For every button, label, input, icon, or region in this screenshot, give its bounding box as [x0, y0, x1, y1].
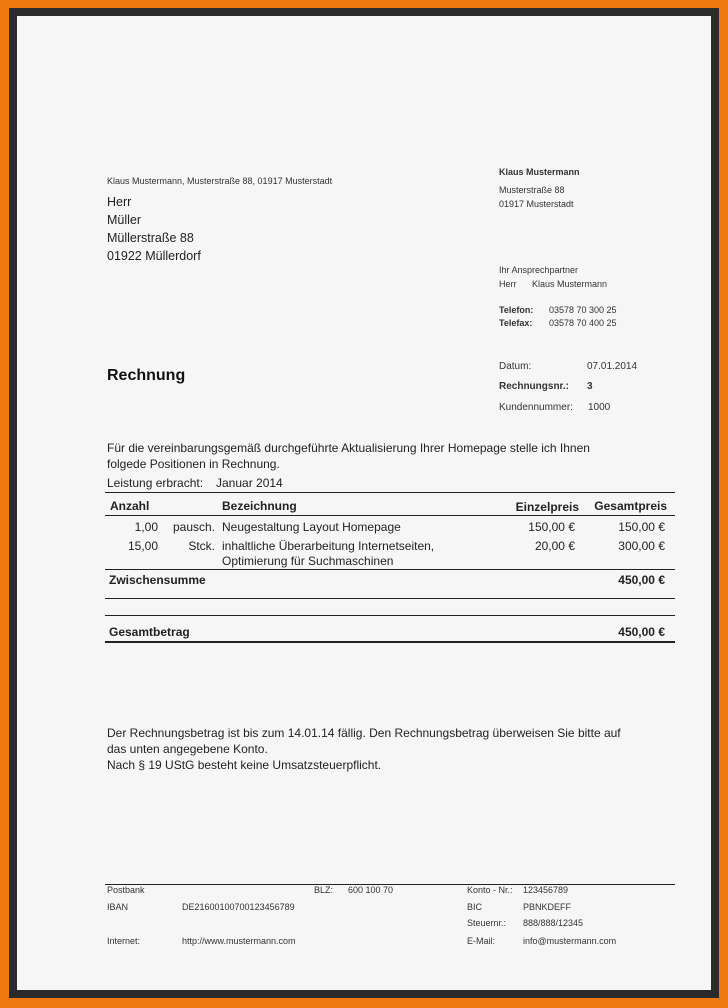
col-header-desc: Bezeichnung [222, 499, 297, 513]
phone-label: Telefon: [499, 305, 534, 315]
sender-street: Musterstraße 88 [499, 185, 565, 195]
row-desc-line-2: Optimierung für Suchmaschinen [222, 554, 394, 568]
footer-bic: PBNKDEFF [523, 902, 572, 912]
row-desc: Neugestaltung Layout Homepage [222, 520, 401, 534]
invoice-number-label: Rechnungsnr.: [499, 381, 570, 392]
row-unit: pausch. [172, 520, 215, 534]
service-period-value: Januar 2014 [216, 476, 283, 490]
document-title: Rechnung [107, 367, 186, 384]
table-top-rule [105, 492, 675, 493]
sender-return-line: Klaus Mustermann, Musterstraße 88, 01917 Musterstadt [107, 176, 333, 186]
subtotal-label: Zwischensumme [109, 573, 206, 587]
customer-number-value: 1000 [588, 402, 611, 413]
date-value: 07.01.2014 [587, 361, 638, 372]
contact-name: Klaus Mustermann [532, 279, 608, 289]
footer-bic-label: BIC [467, 902, 483, 912]
row-total: 150,00 € [618, 520, 665, 534]
col-header-total: Gesamtpreis [594, 499, 667, 513]
col-header-qty: Anzahl [110, 499, 150, 513]
closing-line-1: Der Rechnungsbetrag ist bis zum 14.01.14 fällig. Den Rechnungsbetrag überweisen Sie bitte auf [107, 726, 621, 740]
footer-iban: DE21600100700123456789 [182, 902, 295, 912]
recipient-name: Müller [107, 213, 142, 227]
row-desc: inhaltliche Überarbeitung Internetseiten, [222, 539, 435, 553]
footer-konto: 123456789 [523, 885, 569, 895]
subtotal-top-rule [105, 569, 675, 570]
sender-name: Klaus Mustermann [499, 167, 580, 177]
row-qty: 1,00 [134, 520, 158, 534]
recipient-city: 01922 Müllerdorf [107, 249, 201, 263]
footer-tax-label: Steuernr.: [467, 918, 507, 928]
phone-value: 03578 70 300 25 [549, 305, 617, 315]
footer-iban-label: IBAN [107, 902, 129, 912]
closing-line-3: Nach § 19 UStG besteht keine Umsatzsteuerpflicht. [107, 758, 382, 772]
table-header-rule [105, 515, 675, 516]
col-header-unit-price: Einzelpreis [515, 500, 579, 514]
footer-konto-label: Konto - Nr.: [467, 885, 513, 895]
contact-title: Herr [499, 279, 517, 289]
invoice-page [17, 16, 711, 990]
subtotal-bottom-rule [105, 598, 675, 599]
footer-blz: 600 100 70 [348, 885, 394, 895]
date-label: Datum: [499, 361, 532, 372]
footer-internet-label: Internet: [107, 936, 141, 946]
contact-label: Ihr Ansprechpartner [499, 265, 579, 275]
recipient-address [107, 193, 201, 265]
fax-value: 03578 70 400 25 [549, 318, 617, 328]
row-unit-price: 150,00 € [528, 520, 575, 534]
intro-line-2: folgede Positionen in Rechnung. [107, 457, 280, 471]
footer-internet-link[interactable]: http://www.mustermann.com [182, 936, 296, 946]
grand-total-bottom-rule [105, 641, 675, 643]
sender-city: 01917 Musterstadt [499, 199, 574, 209]
subtotal-value: 450,00 € [618, 573, 665, 587]
row-unit: Stck. [188, 539, 215, 553]
closing-line-2: das unten angegebene Konto. [107, 742, 268, 756]
service-period-label: Leistung erbracht: [107, 476, 204, 490]
row-total: 300,00 € [618, 539, 665, 553]
intro-line-1: Für die vereinbarungsgemäß durchgeführte Aktualisierung Ihrer Homepage stelle ich Ihnen [107, 441, 590, 455]
invoice-number-value: 3 [587, 381, 593, 392]
customer-number-label: Kundennummer: [499, 402, 573, 413]
footer-blz-label: BLZ: [314, 885, 334, 895]
grand-total-top-rule [105, 615, 675, 616]
footer-email-link[interactable]: info@mustermann.com [523, 936, 617, 946]
footer-bank: Postbank [107, 885, 145, 895]
row-qty: 15,00 [127, 539, 158, 553]
fax-label: Telefax: [499, 318, 533, 328]
footer-email-label: E-Mail: [467, 936, 496, 946]
row-unit-price: 20,00 € [534, 539, 575, 553]
recipient-salutation: Herr [107, 195, 132, 209]
grand-total-label: Gesamtbetrag [109, 625, 190, 639]
footer-tax: 888/888/12345 [523, 918, 584, 928]
recipient-street: Müllerstraße 88 [107, 231, 194, 245]
grand-total-value: 450,00 € [618, 625, 665, 639]
